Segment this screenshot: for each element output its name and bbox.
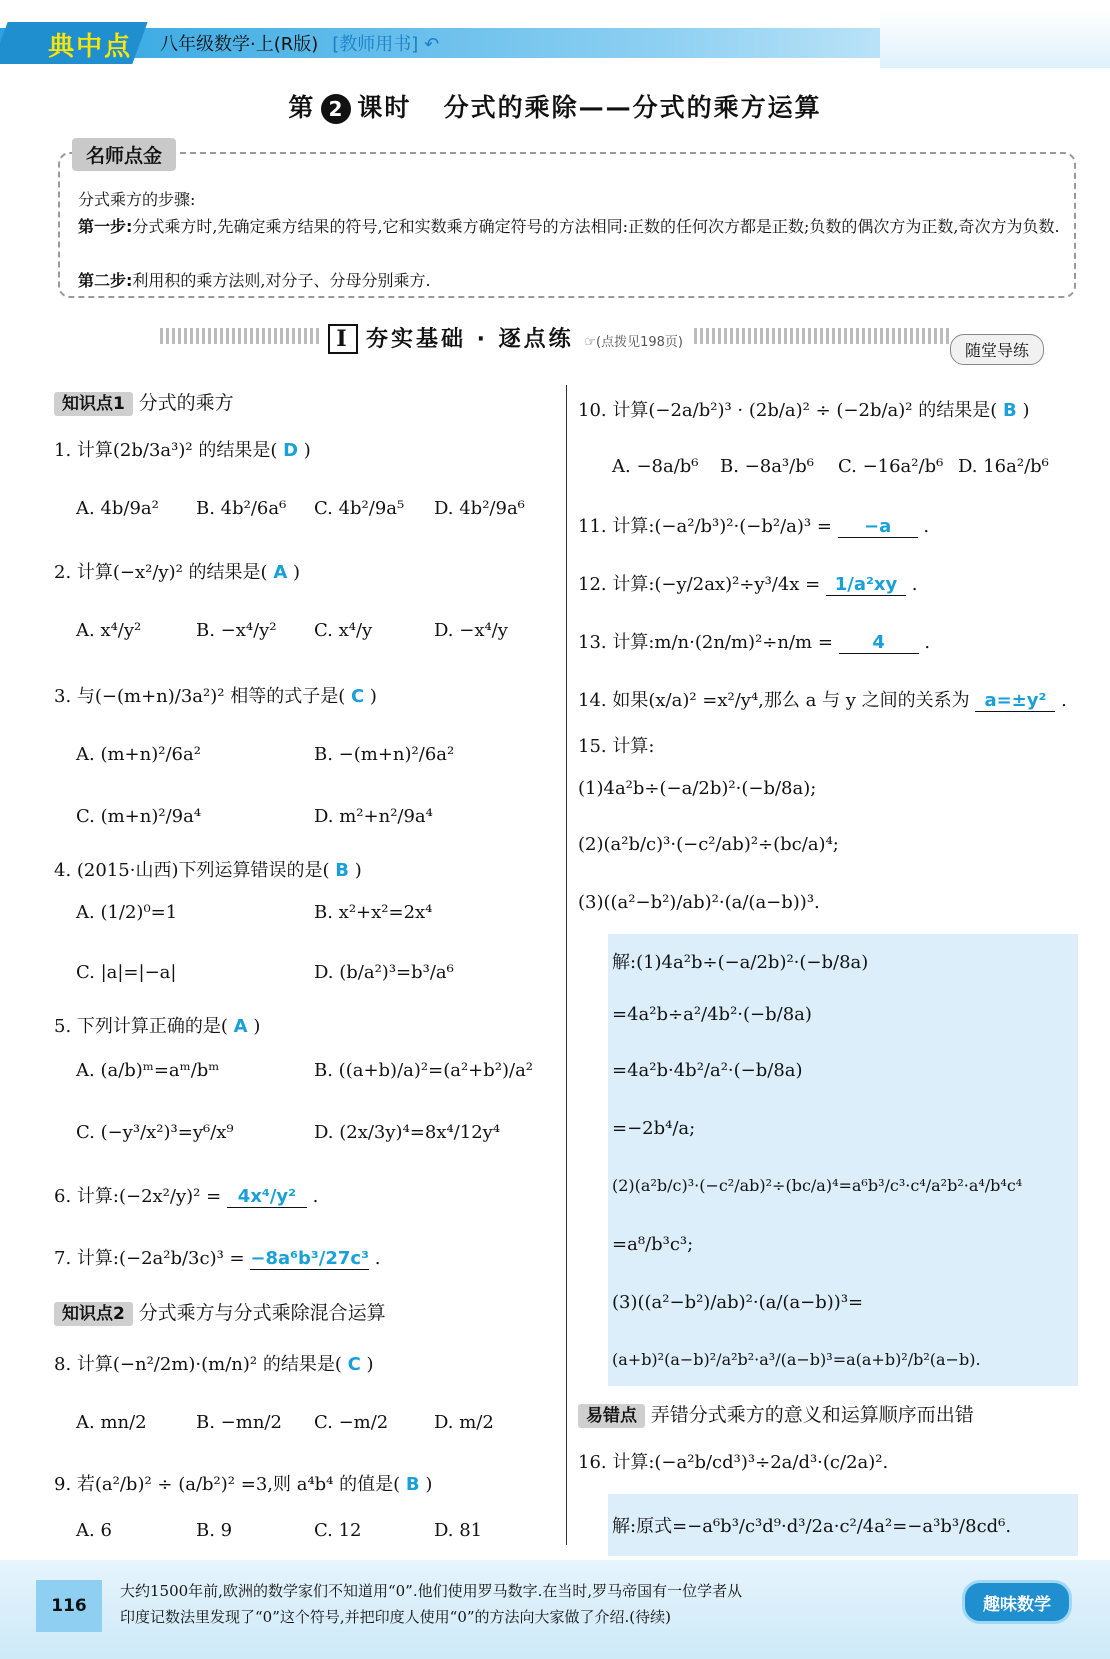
q10-opt-a: A. −8a/b⁶ [612, 456, 699, 477]
q15-item-2: (2)(a²b/c)³·(−c²/ab)²÷(bc/a)⁴; [578, 834, 839, 855]
edition-label: [教师用书] [332, 34, 419, 55]
q1-opt-c: C. 4b²/9a⁵ [314, 498, 405, 519]
q4-opt-a: A. (1/2)⁰=1 [76, 902, 178, 923]
section-badge: 随堂导练 [950, 334, 1044, 365]
q2-opt-d: D. −x⁴/y [434, 620, 508, 641]
q3-opt-b: B. −(m+n)²/6a² [314, 744, 455, 765]
fun-math-logo: 趣味数学 [962, 1580, 1072, 1624]
q2-opt-c: C. x⁴/y [314, 620, 373, 641]
sol15-line: (a+b)²(a−b)²/a²b²·a³/(a−b)³=a(a+b)²/b²(a−b). [612, 1350, 981, 1369]
q2: 2. 计算(−x²/y)² 的结果是( A ) [54, 562, 301, 583]
q9: 9. 若(a²/b)² ÷ (a/b²)² =3,则 a⁴b⁴ 的值是( B ) [54, 1474, 433, 1495]
q5: 5. 下列计算正确的是( A ) [54, 1016, 261, 1037]
kp1-heading: 知识点1 分式的乘方 [54, 388, 234, 415]
q10-opt-b: B. −8a³/b⁶ [720, 456, 814, 477]
q9-opt-c: C. 12 [314, 1520, 362, 1541]
q1-opt-d: D. 4b²/9a⁶ [434, 498, 525, 519]
kp3-heading: 易错点 弄错分式乘方的意义和运算顺序而出错 [578, 1400, 974, 1427]
section-title: I 夯实基础 · 逐点练 ☞(点拨见198页) [320, 322, 691, 354]
q15: 15. 计算: [578, 736, 655, 757]
solution-15-box [608, 934, 1078, 1386]
column-divider [566, 385, 567, 1545]
brand-text: 典中点 [48, 32, 133, 62]
sol15-line: =4a²b÷a²/4b²·(−b/8a) [612, 1004, 812, 1025]
q16: 16. 计算:(−a²b/cd³)³÷2a/d³·(c/2a)². [578, 1452, 889, 1473]
q6: 6. 计算:(−2x²/y)² = 4x⁴/y² . [54, 1186, 319, 1207]
sol15-line: =−2b⁴/a; [612, 1118, 696, 1139]
sol16-line: 解:原式=−a⁶b³/c³d⁹·d³/2a·c²/4a²=−a³b³/8cd⁶. [612, 1516, 1012, 1537]
q8-opt-b: B. −mn/2 [196, 1412, 282, 1433]
tip-intro: 分式乘方的步骤: [78, 190, 196, 209]
q11: 11. 计算:(−a²/b³)²·(−b²/a)³ = −a . [578, 516, 930, 537]
q3: 3. 与(−(m+n)/3a²)² 相等的式子是( C ) [54, 686, 377, 707]
q9-opt-b: B. 9 [196, 1520, 233, 1541]
brand-logo [0, 22, 148, 64]
tip-step1: 第一步:分式乘方时,先确定乘方结果的符号,它和实数乘方确定符号的方法相同:正数的任何次方都是正数;负数的偶次方为正数,奇次方为负数. [78, 217, 1060, 236]
footer-text-2: 印度记数法里发现了“0”这个符号,并把印度人使用“0”的方法向大家做了介绍.(待续) [120, 1608, 672, 1626]
sol15-line: 解:(1)4a²b÷(−a/2b)²·(−b/8a) [612, 952, 869, 973]
q13: 13. 计算:m/n·(2n/m)²÷n/m = 4 . [578, 632, 931, 653]
q8-opt-a: A. mn/2 [76, 1412, 147, 1433]
q9-opt-d: D. 81 [434, 1520, 483, 1541]
tip-label: 名师点金 [72, 138, 176, 171]
q2-opt-a: A. x⁴/y² [76, 620, 142, 641]
q8-opt-d: D. m/2 [434, 1412, 494, 1433]
return-arrow-icon: ↶ [424, 34, 440, 55]
lesson-number-badge: 2 [321, 94, 351, 124]
q5-opt-a: A. (a/b)ᵐ=aᵐ/bᵐ [76, 1060, 220, 1081]
skyline-illustration [880, 10, 1110, 68]
q15-item-3: (3)((a²−b²)/ab)²·(a/(a−b))³. [578, 892, 820, 913]
q5-opt-b: B. ((a+b)/a)²=(a²+b²)/a² [314, 1060, 534, 1081]
q7: 7. 计算:(−2a²b/3c)³ = −8a⁶b³/27c³ . [54, 1248, 381, 1269]
q3-opt-a: A. (m+n)²/6a² [76, 744, 201, 765]
tip-step2: 第二步:利用积的乘方法则,对分子、分母分别乘方. [78, 271, 431, 290]
header-course [160, 30, 439, 56]
q3-opt-c: C. (m+n)²/9a⁴ [76, 806, 202, 827]
q10-opt-d: D. 16a²/b⁶ [958, 456, 1049, 477]
q12: 12. 计算:(−y/2ax)²÷y³/4x = 1/a²xy . [578, 574, 918, 595]
q8-opt-c: C. −m/2 [314, 1412, 389, 1433]
kp2-heading: 知识点2 分式乘方与分式乘除混合运算 [54, 1298, 386, 1325]
q1: 1. 计算(2b/3a³)² 的结果是( D ) [54, 440, 311, 461]
sol15-line: (3)((a²−b²)/ab)²·(a/(a−b))³= [612, 1292, 864, 1313]
sol15-line: (2)(a²b/c)³·(−c²/ab)²÷(bc/a)⁴=a⁶b³/c³·c⁴/a²b²·a⁴/b⁴c⁴ [612, 1176, 1023, 1195]
course-label: 八年级数学·上(R版) [160, 34, 319, 55]
footer-text-1: 大约1500年前,欧洲的数学家们不知道用“0”.他们使用罗马数字.在当时,罗马帝国有一位学者从 [120, 1582, 743, 1600]
q4-opt-d: D. (b/a²)³=b³/a⁶ [314, 962, 454, 983]
q4-opt-b: B. x²+x²=2x⁴ [314, 902, 433, 923]
q10-opt-c: C. −16a²/b⁶ [838, 456, 944, 477]
q1-opt-b: B. 4b²/6a⁶ [196, 498, 287, 519]
q5-opt-c: C. (−y³/x²)³=y⁶/x⁹ [76, 1122, 234, 1143]
hint-icon: ☞ [584, 335, 597, 350]
q1-opt-a: A. 4b/9a² [76, 498, 159, 519]
q8: 8. 计算(−n²/2m)·(m/n)² 的结果是( C ) [54, 1354, 374, 1375]
q9-opt-a: A. 6 [76, 1520, 112, 1541]
q4: 4. (2015·山西)下列运算错误的是( B ) [54, 860, 362, 881]
q3-opt-d: D. m²+n²/9a⁴ [314, 806, 433, 827]
q5-opt-d: D. (2x/3y)⁴=8x⁴/12y⁴ [314, 1122, 501, 1143]
page-number: 116 [36, 1580, 102, 1632]
sol15-line: =4a²b·4b²/a²·(−b/8a) [612, 1060, 803, 1081]
page-title: 第 2 课时 分式的乘除——分式的乘方运算 [288, 93, 822, 122]
q4-opt-c: C. |a|=|−a| [76, 962, 177, 983]
q14: 14. 如果(x/a)² =x²/y⁴,那么 a 与 y 之间的关系为 a=±y² . [578, 690, 1067, 711]
q2-opt-b: B. −x⁴/y² [196, 620, 277, 641]
q10: 10. 计算(−2a/b²)³ · (2b/a)² ÷ (−2b/a)² 的结果是( B ) [578, 400, 1030, 421]
q15-item-1: (1)4a²b÷(−a/2b)²·(−b/8a); [578, 778, 817, 799]
sol15-line: =a⁸/b³c³; [612, 1234, 694, 1255]
